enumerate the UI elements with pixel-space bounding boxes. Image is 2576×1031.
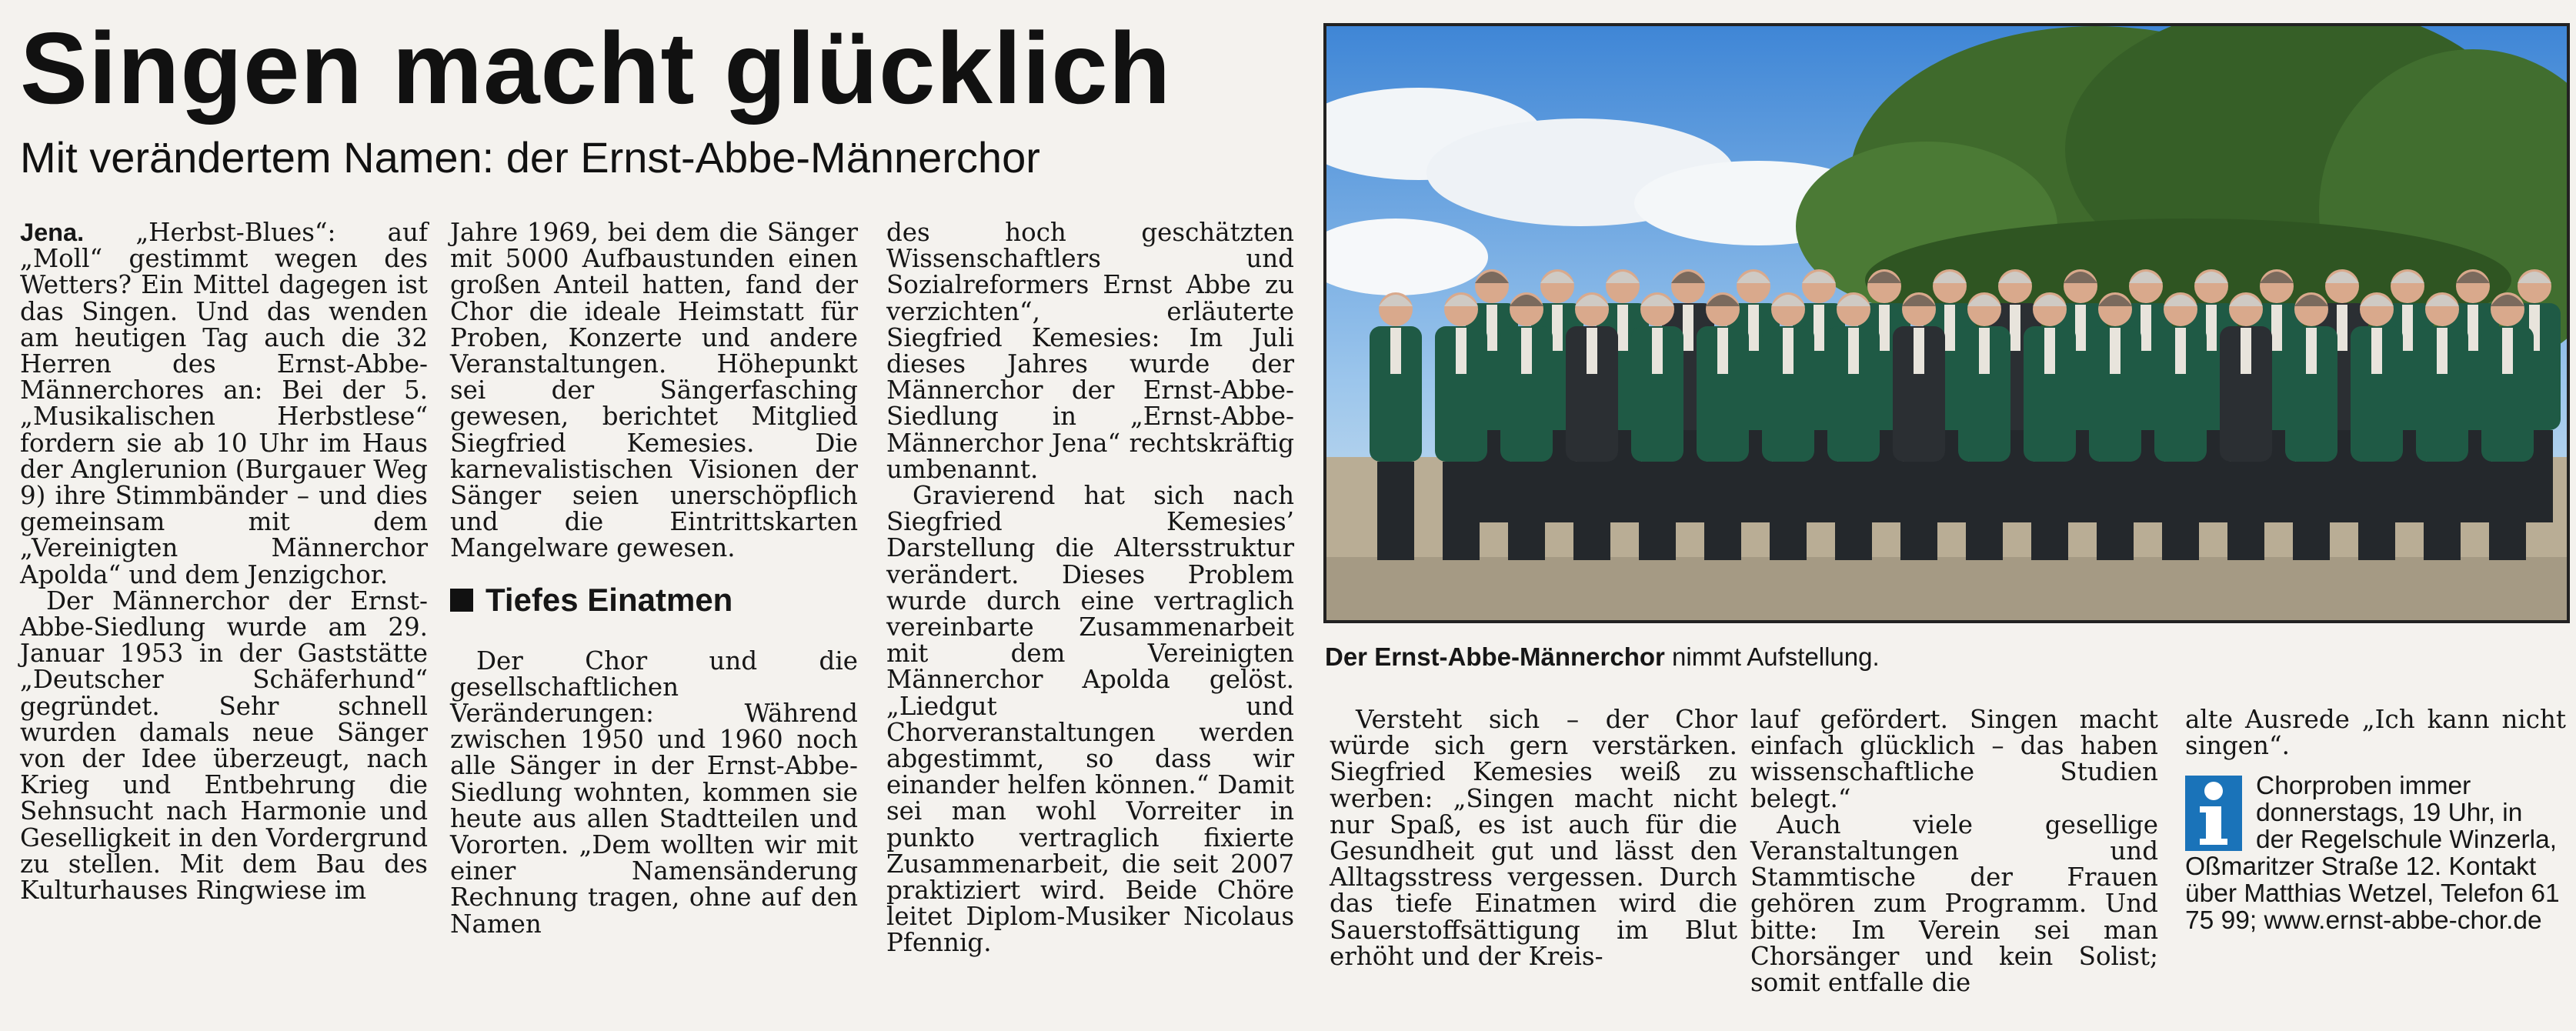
paragraph-10: alte Ausrede „Ich kann nicht singen“.	[2185, 705, 2566, 761]
choir-member	[2024, 292, 2076, 560]
dateline: Jena.	[20, 219, 85, 246]
choir-member	[1697, 292, 1749, 560]
paragraph-5: des hoch geschätzten Wissenschaftlers und Sozialreformers Ernst Abbe zu verzichten“, erläuterte Siegfried Kemesies: Im Juli dieses Jahres wurde der Männerchor der Ernst-Abbe-Siedlung in „Ernst-Abbe-Männerchor Jena“ rechtskräftig umbenannt.	[886, 218, 1294, 484]
column-1	[20, 218, 428, 906]
paragraph-9: Auch viele gesellige Veranstaltungen und Stammtische der Frauen gehören zum Programm. Und bitte: Im Verein sei man Chorsänger und kein Solist; somit entfalle die	[1750, 809, 2158, 998]
photo-caption-text: nimmt Aufstellung.	[1664, 642, 1880, 671]
info-box	[2185, 772, 2566, 934]
choir-group	[1370, 269, 2561, 560]
choir-member	[1827, 292, 1880, 560]
crosshead-square-icon	[450, 589, 473, 612]
crosshead-text: Tiefes Einatmen	[486, 581, 733, 618]
choir-member	[2416, 292, 2468, 560]
choir-member	[1893, 292, 1945, 560]
choir-member	[2089, 292, 2141, 560]
choir-photo	[1323, 23, 2570, 623]
paragraph-1-text: „Herbst-Blues“: auf „Moll“ gestimmt wegen des Wetters? Ein Mittel dagegen ist das Singen. Und das wenden am heutigen Tag auch die 32 Herren des Ernst-Abbe-Männerchores an: Bei der 5. „Musikalischen Herbstlese“ fordern sie ab 10 Uhr im Haus der Anglerunion (Burgauer Weg 9) ihre Stimmbänder – und dies gemeinsam mit dem „Vereinigten Männerchor Apolda“ und dem Jenzigchor.	[20, 218, 428, 589]
paragraph-1	[20, 219, 428, 588]
choir-member	[1435, 292, 1487, 560]
paragraph-7: Versteht sich – der Chor würde sich gern verstärken. Siegfried Kemesies weiß zu werben: „Singen macht nicht nur Spaß, es ist auch für die Gesundheit gut und lässt den Alltagsstress vergessen. Durch das tiefe Einatmen wird die Sauerstoffsättigung im Blut erhöht und der Kreis-	[1330, 705, 1737, 971]
paragraph-3: Jahre 1969, bei dem die Sänger mit 5000 Aufbaustunden einen großen Anteil hatten, fand der Chor die ideale Heimstatt für Proben, Konzerte und andere Veranstaltungen. Höhepunkt sei der Sängerfasching gewesen, berichtet Mitglied Siegfried Kemesies. Die karnevalistischen Visionen der Sänger seien unerschöpflich und die Eintrittskarten Mangelware gewesen.	[450, 218, 858, 563]
info-box-text: Chorproben immer donnerstags, 19 Uhr, in der Regelschule Winzerla, Oßmaritzer Straße 12. Kontakt über Matthias Wetzel, Telefon 61 75 99; www.ernst-abbe-chor.de	[2185, 772, 2560, 936]
choir-photo-image	[1326, 26, 2567, 620]
choir-member	[2481, 292, 2534, 560]
paragraph-4: Der Chor und die gesellschaftlichen Veränderungen: Während zwischen 1950 und 1960 noch alle Sänger in der Ernst-Abbe-Siedlung wohnten, kommen sie heute aus allen Stadtteilen und Vororten. „Dem wollten wir mit einer Namensänderung Rechnung tragen, ohne auf den Namen	[450, 646, 858, 939]
column-6	[2185, 706, 2566, 934]
choir-member	[1370, 292, 1422, 560]
paragraph-6: Gravierend hat sich nach Siegfried Kemesies’ Darstellung die Altersstruktur verändert. Dieses Problem wurde durch eine vertraglich vereinbarte Zusammenarbeit mit dem Vereinigten Männerchor Apolda gelöst. „Liedgut und Chorveranstaltungen werden abgestimmt, so dass wir einander helfen können.“ Damit sei man wohl Vorreiter in punkto vertraglich fixierte Zusammenarbeit, die seit 2007 praktiziert wird. Beide Chöre leitet Diplom-Musiker Nicolaus Pfennig.	[886, 481, 1294, 958]
choir-member	[1762, 292, 1814, 560]
paragraph-8: lauf gefördert. Singen macht einfach glücklich – das haben wissenschaftliche Studien belegt.“	[1750, 705, 2158, 813]
headline: Singen macht glücklich	[20, 12, 1172, 125]
crosshead	[450, 582, 858, 619]
choir-member	[2351, 292, 2403, 560]
info-icon	[2185, 776, 2242, 851]
column-5	[1750, 706, 2158, 996]
choir-member	[1958, 292, 2010, 560]
photo-caption-bold: Der Ernst-Abbe-Männerchor	[1325, 642, 1665, 671]
column-3	[886, 219, 1294, 956]
choir-member	[1500, 292, 1553, 560]
photo-caption	[1325, 642, 2556, 672]
choir-member	[2220, 292, 2272, 560]
choir-member	[2154, 292, 2207, 560]
column-2	[450, 219, 858, 937]
column-4	[1330, 706, 1737, 969]
choir-member	[2285, 292, 2337, 560]
choir-member	[1631, 292, 1683, 560]
subheadline: Mit verändertem Namen: der Ernst-Abbe-Männerchor	[20, 133, 1040, 182]
choir-member	[1566, 292, 1618, 560]
paragraph-2: Der Männerchor der Ernst-Abbe-Siedlung wurde am 29. Januar 1953 in der Gaststätte „Deutscher Schäferhund“ gegründet. Sehr schnell wurden damals neue Sänger von der Idee überzeugt, nach Krieg und Entbehrung die Sehnsucht nach Harmonie und Geselligkeit in den Vordergrund zu stellen. Mit dem Bau des Kulturhauses Ringwiese im	[20, 586, 428, 906]
